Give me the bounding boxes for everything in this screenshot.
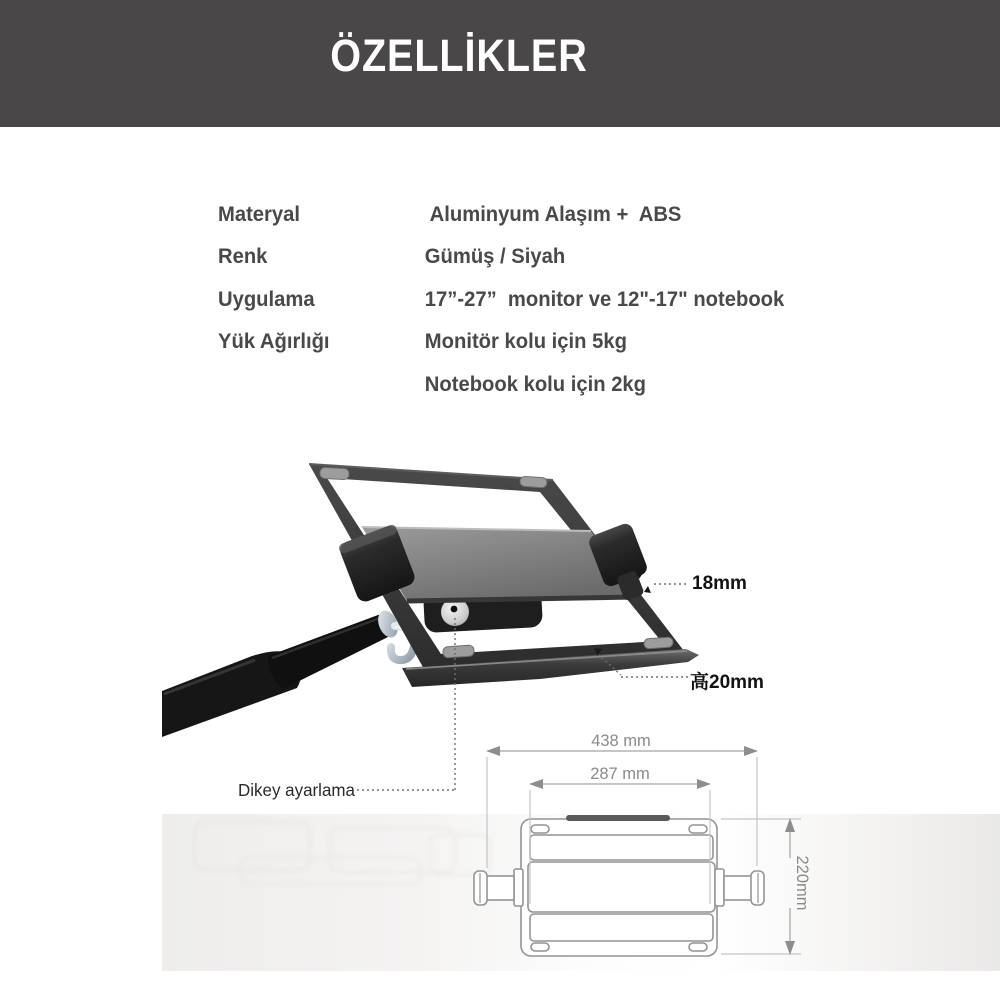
spec-label: Renk	[218, 244, 268, 269]
vertical-adjust-callout: Dikey ayarlama	[238, 780, 355, 800]
edge-height-callout: 高20mm	[690, 672, 764, 693]
joint-screw	[451, 606, 458, 613]
dim-depth: 220mm	[793, 855, 811, 911]
spec-label: Yük Ağırlığı	[218, 329, 330, 354]
spec-value: Monitör kolu için 5kg	[424, 329, 627, 354]
spec-value: Gümüş / Siyah	[424, 244, 566, 269]
tray-rear-lip	[566, 815, 670, 821]
spec-value: Notebook kolu için 2kg	[424, 371, 647, 396]
spec-value: 17”-27” monitor ve 12"-17" notebook	[424, 286, 785, 311]
dim-inner-width: 287 mm	[590, 765, 650, 783]
dim-outer-width: 438 mm	[591, 732, 651, 750]
product-illustration	[162, 464, 699, 737]
tray-bars	[528, 835, 715, 941]
thickness-callout: 18mm	[692, 573, 747, 594]
spec-value: Aluminyum Alaşım + ABS	[424, 201, 682, 226]
spec-label: Uygulama	[218, 286, 315, 311]
page-title: ÖZELLİKLER	[330, 30, 588, 81]
mount-arm	[162, 608, 414, 737]
spec-label: Materyal	[218, 201, 301, 226]
